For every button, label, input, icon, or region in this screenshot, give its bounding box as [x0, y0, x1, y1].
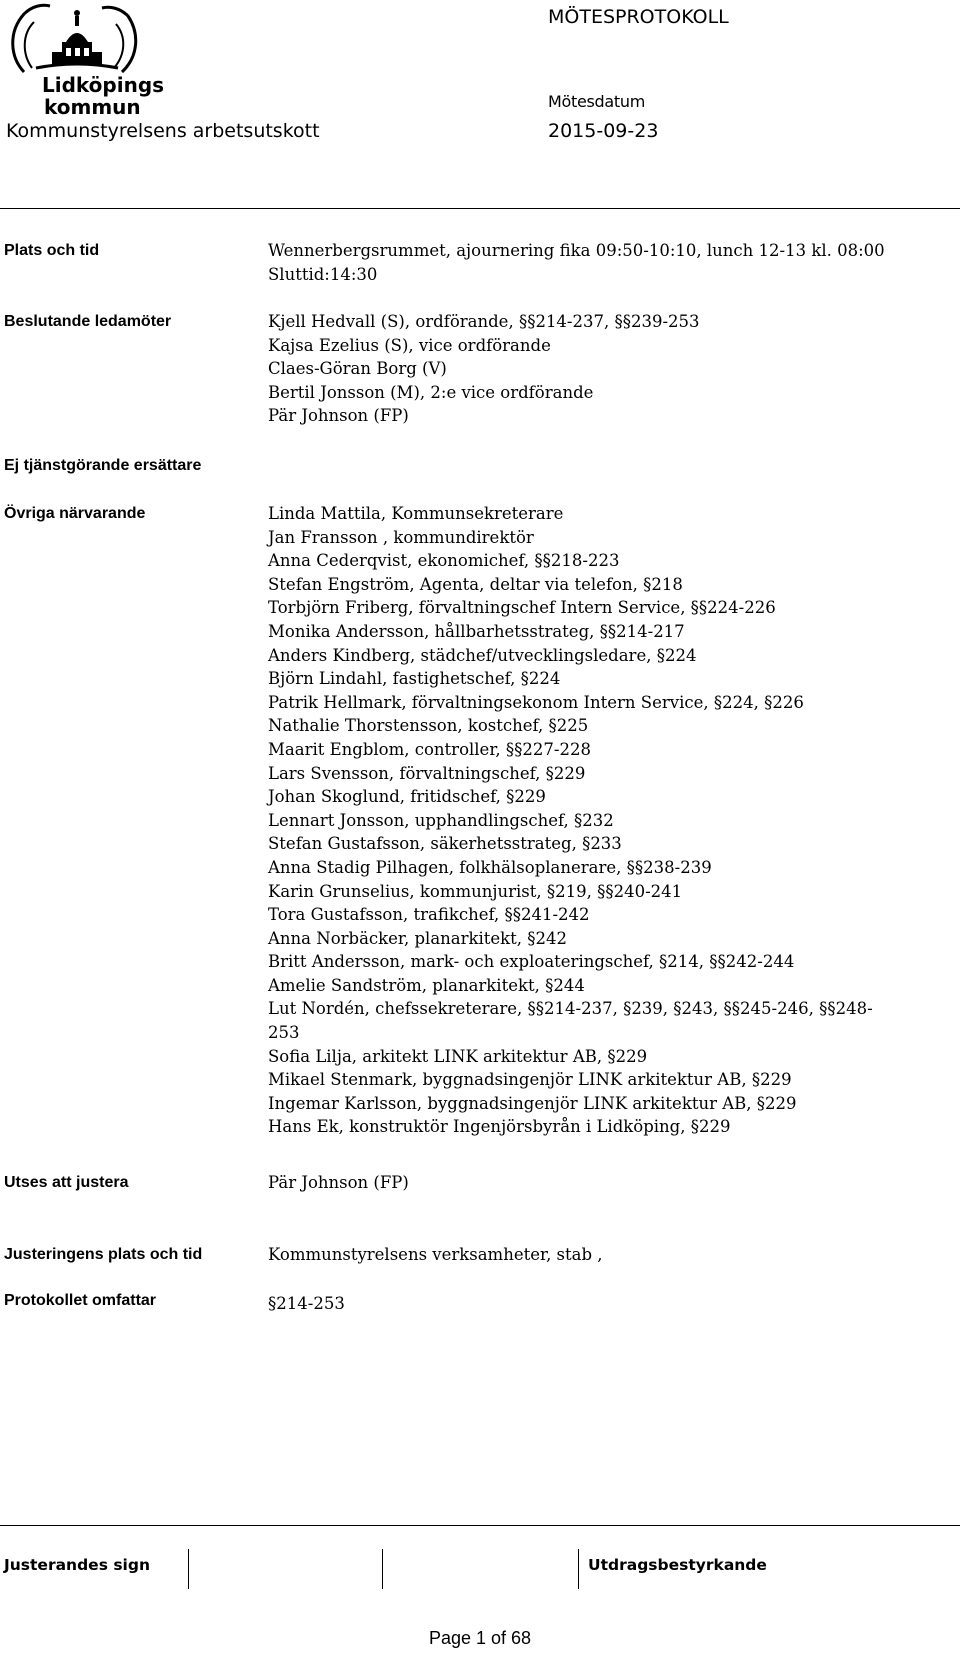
list-item: Anna Stadig Pilhagen, folkhälsoplanerare, §§238-239 [268, 857, 712, 877]
signature-divider [382, 1549, 383, 1589]
justeringens-value: Kommunstyrelsens verksamheter, stab , [268, 1245, 603, 1264]
footer-divider [0, 1525, 960, 1526]
list-item: Stefan Engström, Agenta, deltar via telefon, §218 [268, 574, 683, 594]
list-item: Björn Lindahl, fastighetschef, §224 [268, 669, 561, 689]
list-item: Pär Johnson (FP) [268, 406, 409, 426]
list-item: Monika Andersson, hållbarhetsstrateg, §§214-217 [268, 621, 685, 641]
protokollet-label: Protokollet omfattar [4, 1292, 157, 1309]
municipality-logo [2, 2, 165, 120]
meeting-date-value: 2015-09-23 [548, 120, 659, 142]
list-item: Claes-Göran Borg (V) [268, 359, 447, 379]
list-item: Lut Nordén, chefssekreterare, §§214-237, §239, §243, §§245-246, §§248- [268, 999, 873, 1019]
list-item: Anna Cederqvist, ekonomichef, §§218-223 [268, 551, 620, 571]
list-item: Lennart Jonsson, upphandlingschef, §232 [268, 810, 614, 830]
header-divider [0, 208, 960, 209]
signature-divider [188, 1549, 189, 1589]
list-item: Britt Andersson, mark- och exploateringschef, §214, §§242-244 [268, 952, 795, 972]
ovriga-label: Övriga närvarande [4, 505, 146, 522]
plats-och-tid-label: Plats och tid [4, 242, 100, 259]
list-item: Anders Kindberg, städchef/utvecklingsledare, §224 [268, 645, 697, 665]
page-number: Page 1 of 68 [428, 1628, 532, 1648]
list-item: Anna Norbäcker, planarkitekt, §242 [268, 928, 568, 948]
list-item: Sofia Lilja, arkitekt LINK arkitektur AB, §229 [268, 1046, 648, 1066]
logo-line-2: kommun [44, 95, 141, 119]
plats-och-tid-line: Sluttid:14:30 [268, 264, 378, 284]
list-item: Nathalie Thorstensson, kostchef, §225 [268, 716, 589, 736]
justerandes-sign-label: Justerandes sign [4, 1556, 150, 1574]
justeringens-label: Justeringens plats och tid [4, 1246, 203, 1263]
list-item: Ingemar Karlsson, byggnadsingenjör LINK arkitektur AB, §229 [268, 1093, 797, 1113]
list-item: Mikael Stenmark, byggnadsingenjör LINK arkitektur AB, §229 [268, 1070, 792, 1090]
document-title: MÖTESPROTOKOLL [548, 6, 729, 28]
list-item: Kajsa Ezelius (S), vice ordförande [268, 335, 551, 355]
logo-wordmark [42, 74, 164, 118]
protokollet-value: §214-253 [268, 1294, 345, 1313]
utses-label: Utses att justera [4, 1174, 129, 1191]
list-item: Maarit Engblom, controller, §§227-228 [268, 739, 591, 759]
utdragsbestyrkande-label: Utdragsbestyrkande [588, 1556, 767, 1574]
list-item: Linda Mattila, Kommunsekreterare [268, 504, 564, 523]
list-item: Amelie Sandström, planarkitekt, §244 [268, 975, 585, 995]
list-item: Kjell Hedvall (S), ordförande, §§214-237, §§239-253 [268, 312, 700, 331]
list-item: Bertil Jonsson (M), 2:e vice ordförande [268, 382, 594, 402]
signature-divider [578, 1549, 579, 1589]
committee-name: Kommunstyrelsens arbetsutskott [6, 120, 320, 142]
list-item: 253 [268, 1023, 300, 1043]
list-item: Jan Fransson , kommundirektör [268, 527, 534, 547]
ovriga-list [268, 502, 873, 1139]
ersattare-label: Ej tjänstgörande ersättare [4, 457, 202, 474]
list-item: Karin Grunselius, kommunjurist, §219, §§240-241 [268, 881, 683, 901]
logo-line-1: Lidköpings [42, 73, 165, 97]
list-item: Lars Svensson, förvaltningschef, §229 [268, 763, 586, 783]
beslutande-label: Beslutande ledamöter [4, 313, 172, 330]
list-item: Johan Skoglund, fritidschef, §229 [268, 787, 546, 807]
list-item: Torbjörn Friberg, förvaltningschef Intern Service, §§224-226 [268, 598, 776, 618]
logo-emblem-icon [2, 2, 152, 82]
list-item: Tora Gustafsson, trafikchef, §§241-242 [268, 905, 590, 925]
meeting-date-label: Mötesdatum [548, 92, 646, 111]
list-item: Stefan Gustafsson, säkerhetsstrateg, §233 [268, 834, 622, 854]
utses-value: Pär Johnson (FP) [268, 1173, 409, 1192]
list-item: Hans Ek, konstruktör Ingenjörsbyrån i Lidköping, §229 [268, 1117, 731, 1137]
beslutande-list [268, 310, 700, 428]
list-item: Patrik Hellmark, förvaltningsekonom Intern Service, §224, §226 [268, 692, 804, 712]
plats-och-tid-value [268, 239, 885, 286]
plats-och-tid-line: Wennerbergsrummet, ajournering fika 09:50-10:10, lunch 12-13 kl. 08:00 [268, 241, 885, 260]
